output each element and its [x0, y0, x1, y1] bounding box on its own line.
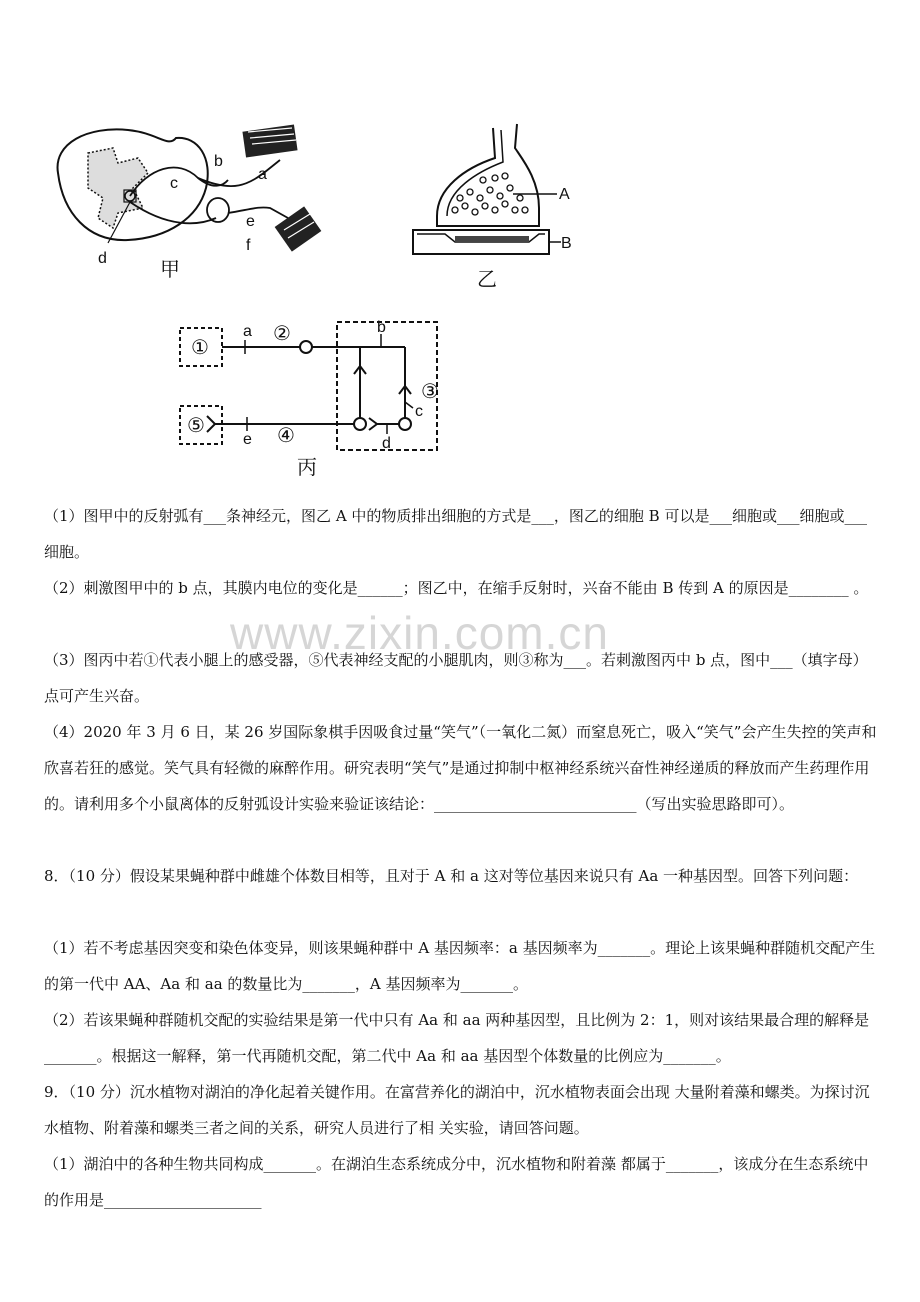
- caption-jia: 甲: [160, 257, 180, 281]
- jia-label-b: b: [214, 153, 223, 170]
- jia-label-a: a: [258, 166, 267, 183]
- jia-label-d: d: [98, 250, 107, 267]
- bing-label-b: b: [377, 319, 386, 336]
- figure-yi: [405, 118, 585, 293]
- bing-label-e: e: [243, 431, 252, 448]
- question-9-stem: 9．（10 分）沉水植物对湖泊的净化起着关键作用。在富营养化的湖泊中，沉水植物表面会出现 大量附着藻和螺类。为探讨沉水植物、附着藻和螺类三者之间的关系，研究人员进行了相 关实验，请回答问题。: [44, 1083, 870, 1137]
- caption-yi: 乙: [477, 267, 497, 291]
- jia-label-c: c: [170, 175, 178, 192]
- figure-jia: [48, 118, 328, 288]
- yi-label-A: A: [559, 186, 570, 203]
- question-7-1: （1）图甲中的反射弧有___条神经元，图乙 A 中的物质排出细胞的方式是___，图乙的细胞 B 可以是___细胞或___细胞或___细胞。: [44, 507, 867, 561]
- question-7-2: （2）刺激图甲中的 b 点，其膜内电位的变化是______；图乙中，在缩手反射时，兴奋不能由 B 传到 A 的原因是________ 。: [44, 579, 869, 597]
- bing-label-2: ②: [273, 323, 291, 345]
- bing-label-a: a: [243, 323, 252, 340]
- yi-label-B: B: [561, 235, 572, 252]
- question-8-2: （2）若该果蝇种群随机交配的实验结果是第一代中只有 Aa 和 aa 两种基因型，且比例为 2：1，则对该结果最合理的解释是_______。根据这一解释，第一代再随机交配，第二代中 Aa 和 aa 基因型个体数量的比例应为_______。: [44, 1011, 870, 1065]
- bing-label-1: ①: [191, 337, 209, 359]
- caption-bing: 丙: [297, 455, 317, 479]
- jia-label-e: e: [246, 213, 255, 230]
- watermark: www.zixin.com.cn: [230, 607, 609, 659]
- muscle-effector-icon: [275, 206, 322, 251]
- question-7-3: （3）图丙中若①代表小腿上的感受器，⑤代表神经支配的小腿肌肉，则③称为___。若刺激图丙中 b 点，图中___（填字母）点可产生兴奋。: [44, 651, 868, 705]
- bing-label-c: c: [415, 403, 423, 420]
- question-8-1: （1）若不考虑基因突变和染色体变异，则该果蝇种群中 A 基因频率：a 基因频率为_______。理论上该果蝇种群随机交配产生的第一代中 AA、Aa 和 aa 的数量比为_______，A 基因频率为_______。: [44, 939, 876, 993]
- bing-label-d: d: [382, 435, 391, 452]
- jia-label-f: f: [246, 237, 251, 254]
- figure-bing: [175, 316, 450, 481]
- question-7-4: （4）2020 年 3 月 6 日，某 26 岁国际象棋手因吸食过量“笑气”（一氧化二氮）而窒息死亡，吸入“笑气”会产生失控的笑声和欣喜若狂的感觉。笑气具有轻微的麻醉作用。研究表明“笑气”是通过抑制中枢神经系统兴奋性神经递质的释放而产生药理作用的。请利用多个小鼠离体的反射弧设计实验来验证该结论：___________________________（写出实验思路即可）。: [44, 723, 877, 813]
- question-8-stem: 8．（10 分）假设某果蝇种群中雌雄个体数目相等，且对于 A 和 a 这对等位基因来说只有 Aa 一种基因型。回答下列问题：: [44, 867, 859, 885]
- skin-receptor-icon: [242, 125, 297, 158]
- bing-label-3: ③: [421, 381, 439, 403]
- gray-matter: [88, 148, 148, 228]
- bing-label-5: ⑤: [187, 415, 205, 437]
- question-9-1: （1）湖泊中的各种生物共同构成_______。在湖泊生态系统成分中，沉水植物和附着藻 都属于_______，该成分在生态系统中的作用是_____________________: [44, 1155, 869, 1209]
- bing-label-4: ④: [277, 425, 295, 447]
